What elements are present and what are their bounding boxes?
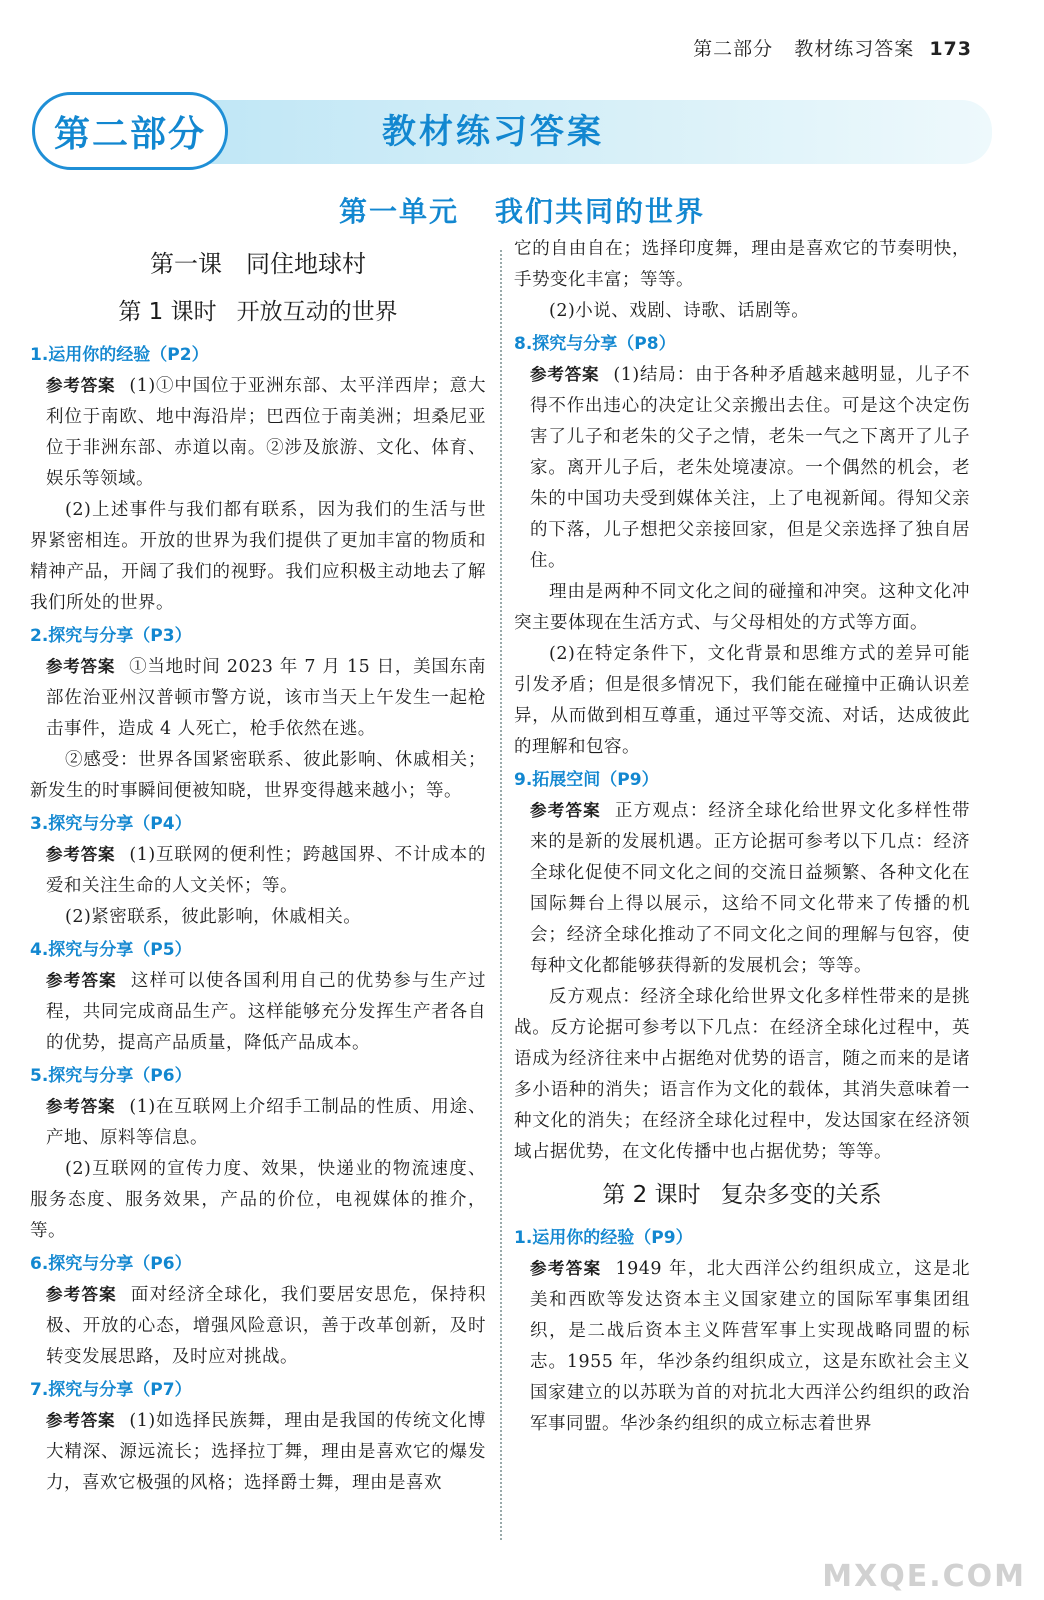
- unit-name: 我们共同的世界: [495, 195, 706, 228]
- question-title: 8.探究与分享（P8）: [514, 334, 676, 354]
- answer-paragraph: 反方观点：经济全球化给世界文化多样性带来的是挑战。反方论据可参考以下几点：在经济全球化过程中，英语成为经济往来中占据绝对优势的语言，随之而来的是诸多小语种的消失；语言作为文化的载体，其消失意味着一种文化的消失；在经济全球化过程中，发达国家在经济领域占据优势，在文化传播中也占据优势；等等。: [514, 987, 970, 1162]
- question-block: [30, 1063, 486, 1247]
- answer-paragraph: (2)紧密联系，彼此影响，休戚相关。: [65, 907, 362, 927]
- question-block: [514, 1225, 970, 1440]
- answer-label: 参考答案: [46, 376, 116, 395]
- lesson-number: 第一课: [150, 250, 222, 278]
- right-column: [514, 234, 970, 1440]
- question-block: [30, 623, 486, 807]
- question-block: [30, 811, 486, 933]
- question-title: 9.拓展空间（P9）: [514, 770, 659, 790]
- answer-label: 参考答案: [530, 801, 601, 820]
- section-banner: [32, 92, 992, 176]
- answer-paragraph: 它的自由自在；选择印度舞，理由是喜欢它的节奏明快，手势变化丰富；等等。: [514, 239, 970, 290]
- answer-label: 参考答案: [530, 1259, 602, 1278]
- question-block: [514, 331, 970, 763]
- answer-paragraph: 参考答案 这样可以使各国利用自己的优势参与生产过程，共同完成商品生产。这样能够充分发挥生产者各自的优势，提高产品质量，降低产品成本。: [46, 971, 487, 1053]
- answer-label: 参考答案: [46, 971, 117, 990]
- question-title: 1.运用你的经验（P9）: [514, 1228, 693, 1248]
- watermark-logo: MXQE.COM: [822, 1559, 1026, 1594]
- question-title: 3.探究与分享（P4）: [30, 814, 192, 834]
- running-head: [693, 34, 972, 61]
- question-title: 1.运用你的经验（P2）: [30, 345, 209, 365]
- answer-paragraph: ②感受：世界各国紧密联系、彼此影响、休戚相关；新发生的时事瞬间便被知晓，世界变得越来越小；等。: [30, 750, 486, 801]
- answer-paragraph: 参考答案 1949 年，北大西洋公约组织成立，这是北美和西欧等发达资本主义国家建立的国际军事集团组织，是二战后资本主义阵营军事上实现战略同盟的标志。1955 年，华沙条约组织成立，这是东欧社会主义国家建立的以苏联为首的对抗北大西洋公约组织的政治军事同盟。华沙条约组织的成立标志着世界: [530, 1259, 970, 1434]
- left-column: [30, 238, 486, 1499]
- answer-paragraph: 参考答案 (1)在互联网上介绍手工制品的性质、用途、产地、原料等信息。: [46, 1097, 486, 1148]
- unit-number: 第一单元: [338, 195, 459, 228]
- answer-label: 参考答案: [46, 657, 116, 676]
- question-block: [514, 767, 970, 1168]
- answer-label: 参考答案: [46, 845, 116, 864]
- question-block: [30, 937, 486, 1059]
- answer-label: 参考答案: [46, 1097, 116, 1116]
- answer-label: 参考答案: [46, 1285, 117, 1304]
- banner-part-label: 第二部分: [32, 92, 228, 170]
- question-title: 2.探究与分享（P3）: [30, 626, 192, 646]
- answer-label: 参考答案: [530, 365, 600, 384]
- banner-title: 教材练习答案: [382, 112, 604, 152]
- answer-paragraph: 理由是两种不同文化之间的碰撞和冲突。这种文化冲突主要体现在生活方式、与父母相处的方式等方面。: [514, 582, 970, 633]
- right-continuation: [514, 234, 970, 327]
- period-2-heading: [514, 1176, 970, 1209]
- answer-paragraph: 参考答案 (1)①中国位于亚洲东部、太平洋西岸；意大利位于南欧、地中海沿岸；巴西位于南美洲；坦桑尼亚位于非洲东部、赤道以南。②涉及旅游、文化、体育、娱乐等领域。: [46, 376, 486, 489]
- answer-paragraph: 参考答案 (1)互联网的便利性；跨越国界、不计成本的爱和关注生命的人文关怀；等。: [46, 845, 486, 896]
- right-question-list: [514, 331, 970, 1168]
- answer-paragraph: 参考答案 面对经济全球化，我们要居安思危，保持积极、开放的心态，增强风险意识，善于改革创新，及时转变发展思路，及时应对挑战。: [46, 1285, 487, 1367]
- period-2-question-list: [514, 1225, 970, 1440]
- question-title: 7.探究与分享（P7）: [30, 1380, 192, 1400]
- question-block: [30, 342, 486, 619]
- answer-paragraph: 参考答案 ①当地时间 2023 年 7 月 15 日，美国东南部佐治亚州汉普顿市警方说，该市当天上午发生一起枪击事件，造成 4 人死亡，枪手依然在逃。: [46, 657, 486, 739]
- question-title: 4.探究与分享（P5）: [30, 940, 192, 960]
- question-title: 5.探究与分享（P6）: [30, 1066, 192, 1086]
- running-head-title: 教材练习答案: [794, 38, 915, 60]
- period-1-number: 第 1 课时: [118, 299, 217, 325]
- period-2-number: 第 2 课时: [602, 1182, 701, 1208]
- unit-title: [0, 190, 1044, 230]
- period-1-heading: [30, 293, 486, 326]
- period-2-name: 复杂多变的关系: [720, 1182, 882, 1208]
- question-title: 6.探究与分享（P6）: [30, 1254, 192, 1274]
- answer-paragraph: 参考答案 正方观点：经济全球化给世界文化多样性带来的是新的发展机遇。正方论据可参考以下几点：经济全球化促使不同文化之间的交流日益频繁、各种文化在国际舞台上得以展示，这给不同文化带来了传播的机会；经济全球化推动了不同文化之间的理解与包容，使每种文化都能够获得新的发展机会；等等。: [530, 801, 971, 976]
- answer-label: 参考答案: [46, 1411, 116, 1430]
- question-block: [30, 1251, 486, 1373]
- running-head-section: 第二部分: [693, 38, 774, 60]
- answer-paragraph: (2)上述事件与我们都有联系，因为我们的生活与世界紧密相连。开放的世界为我们提供了更加丰富的物质和精神产品，开阔了我们的视野。我们应积极主动地去了解我们所处的世界。: [30, 500, 486, 613]
- question-block: [30, 1377, 486, 1499]
- lesson-heading: [30, 244, 486, 279]
- column-divider: [500, 250, 502, 1540]
- answer-paragraph: 参考答案 (1)如选择民族舞，理由是我国的传统文化博大精深、源远流长；选择拉丁舞，理由是喜欢它的爆发力，喜欢它极强的风格；选择爵士舞，理由是喜欢: [46, 1411, 486, 1493]
- lesson-name: 同住地球村: [246, 250, 366, 278]
- left-question-list: [30, 342, 486, 1499]
- answer-paragraph: (2)在特定条件下，文化背景和思维方式的差异可能引发矛盾；但是很多情况下，我们能在碰撞中正确认识差异，从而做到相互尊重，通过平等交流、对话，达成彼此的理解和包容。: [514, 644, 970, 757]
- answer-paragraph: (2)互联网的宣传力度、效果，快递业的物流速度、服务态度、服务效果，产品的价位，电视媒体的推介，等。: [30, 1159, 486, 1241]
- answer-paragraph: 参考答案 (1)结局：由于各种矛盾越来越明显，儿子不得不作出违心的决定让父亲搬出去住。可是这个决定伤害了儿子和老朱的父子之情，老朱一气之下离开了儿子家。离开儿子后，老朱处境凄凉。一个偶然的机会，老朱的中国功夫受到媒体关注，上了电视新闻。得知父亲的下落，儿子想把父亲接回家，但是父亲选择了独自居住。: [530, 365, 970, 571]
- page-number: 173: [929, 38, 972, 60]
- answer-paragraph: (2)小说、戏剧、诗歌、话剧等。: [549, 301, 810, 321]
- period-1-name: 开放互动的世界: [236, 299, 398, 325]
